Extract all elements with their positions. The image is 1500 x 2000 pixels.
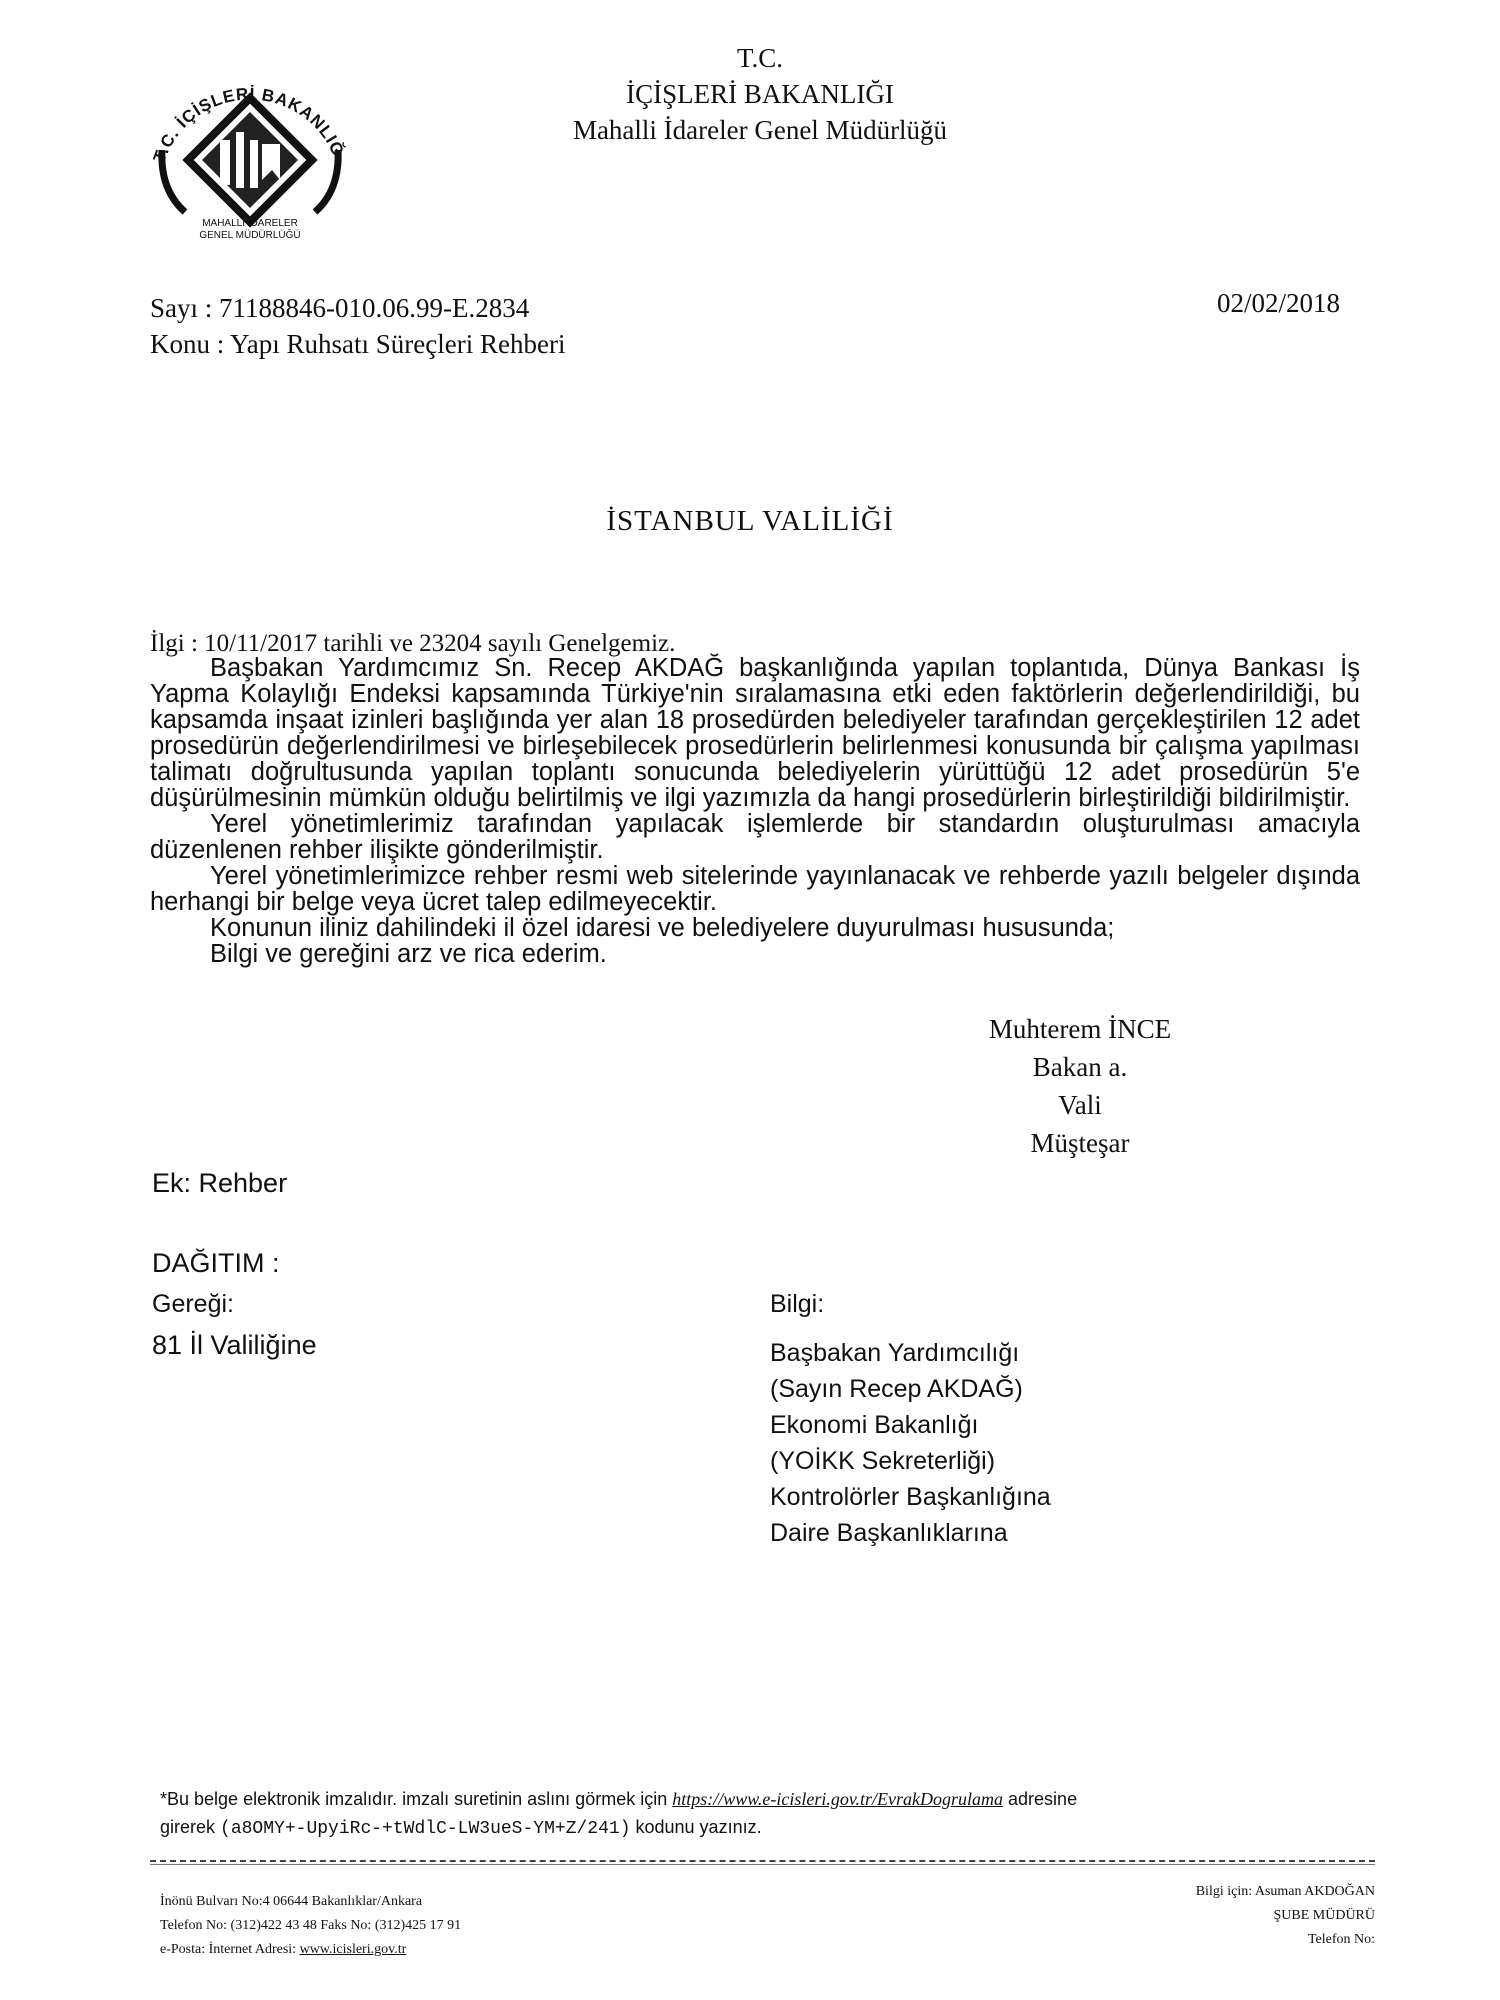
ministry-seal-logo bbox=[140, 40, 360, 240]
footer-phone: Telefon No: (312)422 43 48 Faks No: (312)425 17 91 bbox=[160, 1918, 462, 1933]
document-meta bbox=[150, 290, 565, 362]
verify-line2-suffix: kodunu yazınız. bbox=[630, 1817, 762, 1837]
contact-person: Bilgi için: Asuman AKDOĞAN bbox=[1195, 1884, 1375, 1899]
footer-website-link[interactable]: www.icisleri.gov.tr bbox=[299, 1942, 407, 1957]
footer-divider bbox=[150, 1860, 1375, 1862]
body-paragraph-2: Yerel yönetimlerimiz tarafından yapılacak işlemlerde bir standardın oluşturulması amacıyla düzenlenen rehber ilişikte gönderilmiştir. bbox=[150, 810, 1360, 864]
footer-officer bbox=[1196, 1880, 1375, 1952]
body-paragraph-1: Başbakan Yardımcımız Sn. Recep AKDAĞ başkanlığında yapılan toplantıda, Dünya Bankası İş Yapma Kolaylığı Endeksi kapsamında Türkiye'nin sıralamasına etki eden faktörlerin değerlendirildiği, bu kapsamda inşaat izinleri başlığında yer alan 18 prosedürden belediyeler tarafından gerçekleştirilen 12 adet prosedürün değerlendirilmesi ve birleşebilecek prosedürlerin belirlenmesi konusunda bir çalışma yapılması talimatı doğrultusunda yapılan toplantı sonucunda belediyelerin yürüttüğü 12 adet prosedürün 5'e düşürülmesinin mümkün olduğu belirtilmiş ve ilgi yazımızla da hangi prosedürlerin birleştirildiği bildirilmiştir. bbox=[150, 654, 1360, 812]
info-recipient-item: Daire Başkanlıklarına bbox=[770, 1519, 1008, 1547]
reference-line: İlgi : 10/11/2017 tarihli ve 23204 sayılı Genelgemiz. bbox=[150, 630, 676, 657]
info-label: Bilgi: bbox=[770, 1290, 825, 1318]
letterhead bbox=[520, 40, 1000, 148]
letter-body bbox=[150, 655, 1360, 967]
recipient: İSTANBUL VALİLİĞİ bbox=[606, 505, 894, 537]
distribution-title: DAĞITIM : bbox=[152, 1248, 280, 1278]
logo-bottom-line1: MAHALLİ İDARELER bbox=[202, 218, 298, 229]
footer-address: İnönü Bulvarı No:4 06644 Bakanlıklar/Ankara bbox=[160, 1894, 423, 1909]
header-directorate: Mahalli İdareler Genel Müdürlüğü bbox=[572, 115, 948, 145]
contact-phone: Telefon No: bbox=[1307, 1932, 1375, 1947]
signatory-line-3: Vali bbox=[1058, 1090, 1102, 1120]
info-recipient-item: Başbakan Yardımcılığı bbox=[770, 1339, 1020, 1367]
logo-bottom-line2: GENEL MÜDÜRLÜĞÜ bbox=[199, 230, 301, 240]
verify-suffix: adresine bbox=[1003, 1789, 1078, 1809]
info-recipient-item: Kontrolörler Başkanlığına bbox=[770, 1483, 1051, 1511]
action-label: Gereği: bbox=[152, 1290, 234, 1318]
info-recipient-item: (YOİKK Sekreterliği) bbox=[770, 1447, 996, 1475]
ministry-seal-icon bbox=[140, 40, 360, 240]
verification-code: (a8OMY+-UpyiRc-+tWdlC-LW3ueS-YM+Z/241) bbox=[220, 1819, 631, 1839]
signature-block bbox=[930, 1010, 1230, 1162]
signatory-title: Müşteşar bbox=[1030, 1128, 1130, 1158]
attachment-line: Ek: Rehber bbox=[152, 1168, 288, 1198]
info-recipients bbox=[770, 1335, 1051, 1551]
document-subject: Konu : Yapı Ruhsatı Süreçleri Rehberi bbox=[150, 329, 566, 359]
document-number: Sayı : 71188846-010.06.99-E.2834 bbox=[150, 293, 530, 323]
verify-line2-prefix: girerek bbox=[160, 1817, 221, 1837]
verify-prefix: *Bu belge elektronik imzalıdır. imzalı suretinin aslını görmek için bbox=[160, 1789, 673, 1809]
info-recipient-item: (Sayın Recep AKDAĞ) bbox=[770, 1375, 1023, 1403]
signatory-line-2: Bakan a. bbox=[1032, 1052, 1128, 1082]
footer-contact bbox=[160, 1890, 461, 1962]
body-paragraph-5: Bilgi ve gereğini arz ve rica ederim. bbox=[210, 940, 607, 968]
footer-email-label: e-Posta: İnternet Adresi: bbox=[160, 1942, 300, 1957]
body-paragraph-4: Konunun iliniz dahilindeki il özel idaresi ve belediyelere duyurulması hususunda; bbox=[210, 914, 1115, 942]
contact-title: ŞUBE MÜDÜRÜ bbox=[1273, 1908, 1375, 1923]
signatory-name: Muhterem İNCE bbox=[988, 1014, 1172, 1044]
action-recipient: 81 İl Valiliğine bbox=[152, 1330, 317, 1360]
header-tc: T.C. bbox=[737, 43, 783, 73]
body-paragraph-3: Yerel yönetimlerimizce rehber resmi web sitelerinde yayınlanacak ve rehberde yazılı belgeler dışında herhangi bir belge veya ücret talep edilmeyecektir. bbox=[150, 862, 1360, 916]
footer-divider-line bbox=[150, 1864, 1375, 1865]
logo-arc-text: T.C. İÇİŞLERİ BAKANLIĞ bbox=[149, 84, 349, 165]
e-signature-note bbox=[160, 1785, 1360, 1843]
info-recipient-item: Ekonomi Bakanlığı bbox=[770, 1411, 979, 1439]
header-ministry: İÇİŞLERİ BAKANLIĞI bbox=[626, 79, 894, 109]
document-date: 02/02/2018 bbox=[1216, 288, 1340, 318]
verification-link[interactable]: https://www.e-icisleri.gov.tr/EvrakDogrulama bbox=[672, 1789, 1004, 1809]
